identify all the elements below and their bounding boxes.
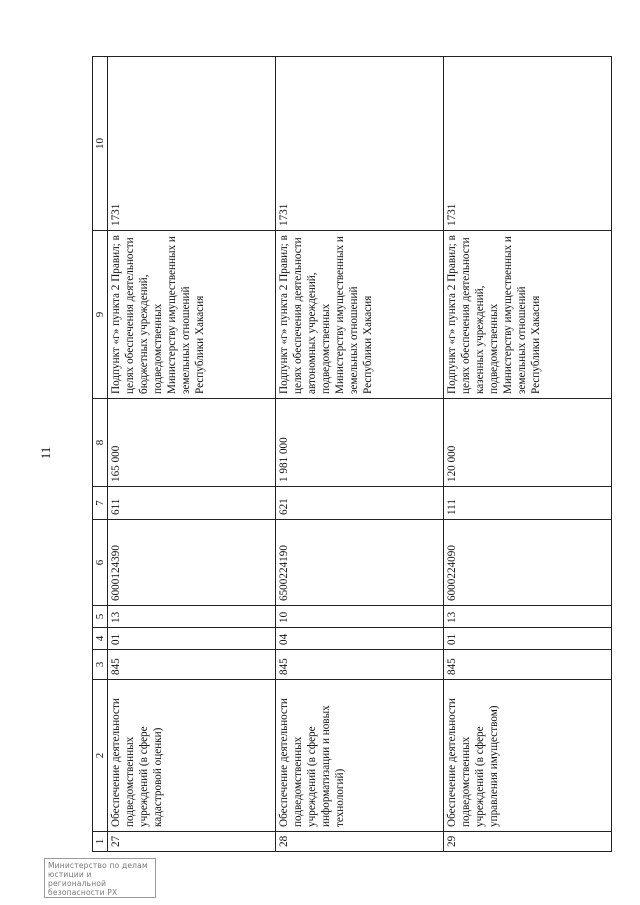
col-header: 9: [93, 231, 108, 399]
col-header: 2: [93, 680, 108, 832]
col-header: 10: [93, 57, 108, 231]
col-header: 6: [93, 520, 108, 606]
basis-text: Подпункт «г» пункта 2 Правил; в целях обеспечения деятельности автономных учреждений, подведомственных Министерству имущественных и земельных отношений Республики Хакасия: [276, 231, 444, 399]
target-article: 6000224090: [444, 520, 612, 606]
expense-name: Обеспечение деятельности подведомственных учреждений (в сфере кадастровой оценки): [108, 680, 276, 832]
expense-type: 111: [444, 487, 612, 520]
budget-table: [92, 56, 612, 852]
subsection-code: 10: [276, 606, 444, 628]
col-header: 8: [93, 399, 108, 487]
row-number: 28: [276, 832, 444, 852]
section-code: 04: [276, 628, 444, 650]
table-row: [276, 57, 444, 852]
row-number: 29: [444, 832, 612, 852]
header-row: [93, 57, 108, 852]
page-number: 11: [38, 446, 53, 460]
col-header: 4: [93, 628, 108, 650]
rotated-table-container: [92, 57, 612, 852]
col-header: 5: [93, 606, 108, 628]
expense-name: Обеспечение деятельности подведомственных учреждений (в сфере информатизации и новых технологий): [276, 680, 444, 832]
basis-text: Подпункт «г» пункта 2 Правил; в целях обеспечения деятельности казенных учреждений, подведомственных Министерству имущественных и земельных отношений Республики Хакасия: [444, 231, 612, 399]
code-value: 1731: [444, 57, 612, 231]
amount: 165 000: [108, 399, 276, 487]
table-row: [108, 57, 276, 852]
section-code: 01: [444, 628, 612, 650]
col-header: 1: [93, 832, 108, 852]
amount: 120 000: [444, 399, 612, 487]
col-header: 7: [93, 487, 108, 520]
ministry-code: 845: [276, 650, 444, 680]
subsection-code: 13: [444, 606, 612, 628]
expense-type: 621: [276, 487, 444, 520]
code-value: 1731: [276, 57, 444, 231]
expense-type: 611: [108, 487, 276, 520]
target-article: 6000124390: [108, 520, 276, 606]
section-code: 01: [108, 628, 276, 650]
subsection-code: 13: [108, 606, 276, 628]
ministry-code: 845: [108, 650, 276, 680]
table-row: [444, 57, 612, 852]
expense-name: Обеспечение деятельности подведомственных учреждений (в сфере управления имуществом): [444, 680, 612, 832]
basis-text: Подпункт «г» пункта 2 Правил; в целях обеспечения деятельности бюджетных учреждений, подведомственных Министерству имущественных и земельных отношений Республики Хакасия: [108, 231, 276, 399]
code-value: 1731: [108, 57, 276, 231]
target-article: 6500224190: [276, 520, 444, 606]
amount: 1 981 000: [276, 399, 444, 487]
registration-stamp: Министерство по делам юстиции и региональной безопасности РХ: [44, 858, 156, 898]
row-number: 27: [108, 832, 276, 852]
col-header: 3: [93, 650, 108, 680]
ministry-code: 845: [444, 650, 612, 680]
